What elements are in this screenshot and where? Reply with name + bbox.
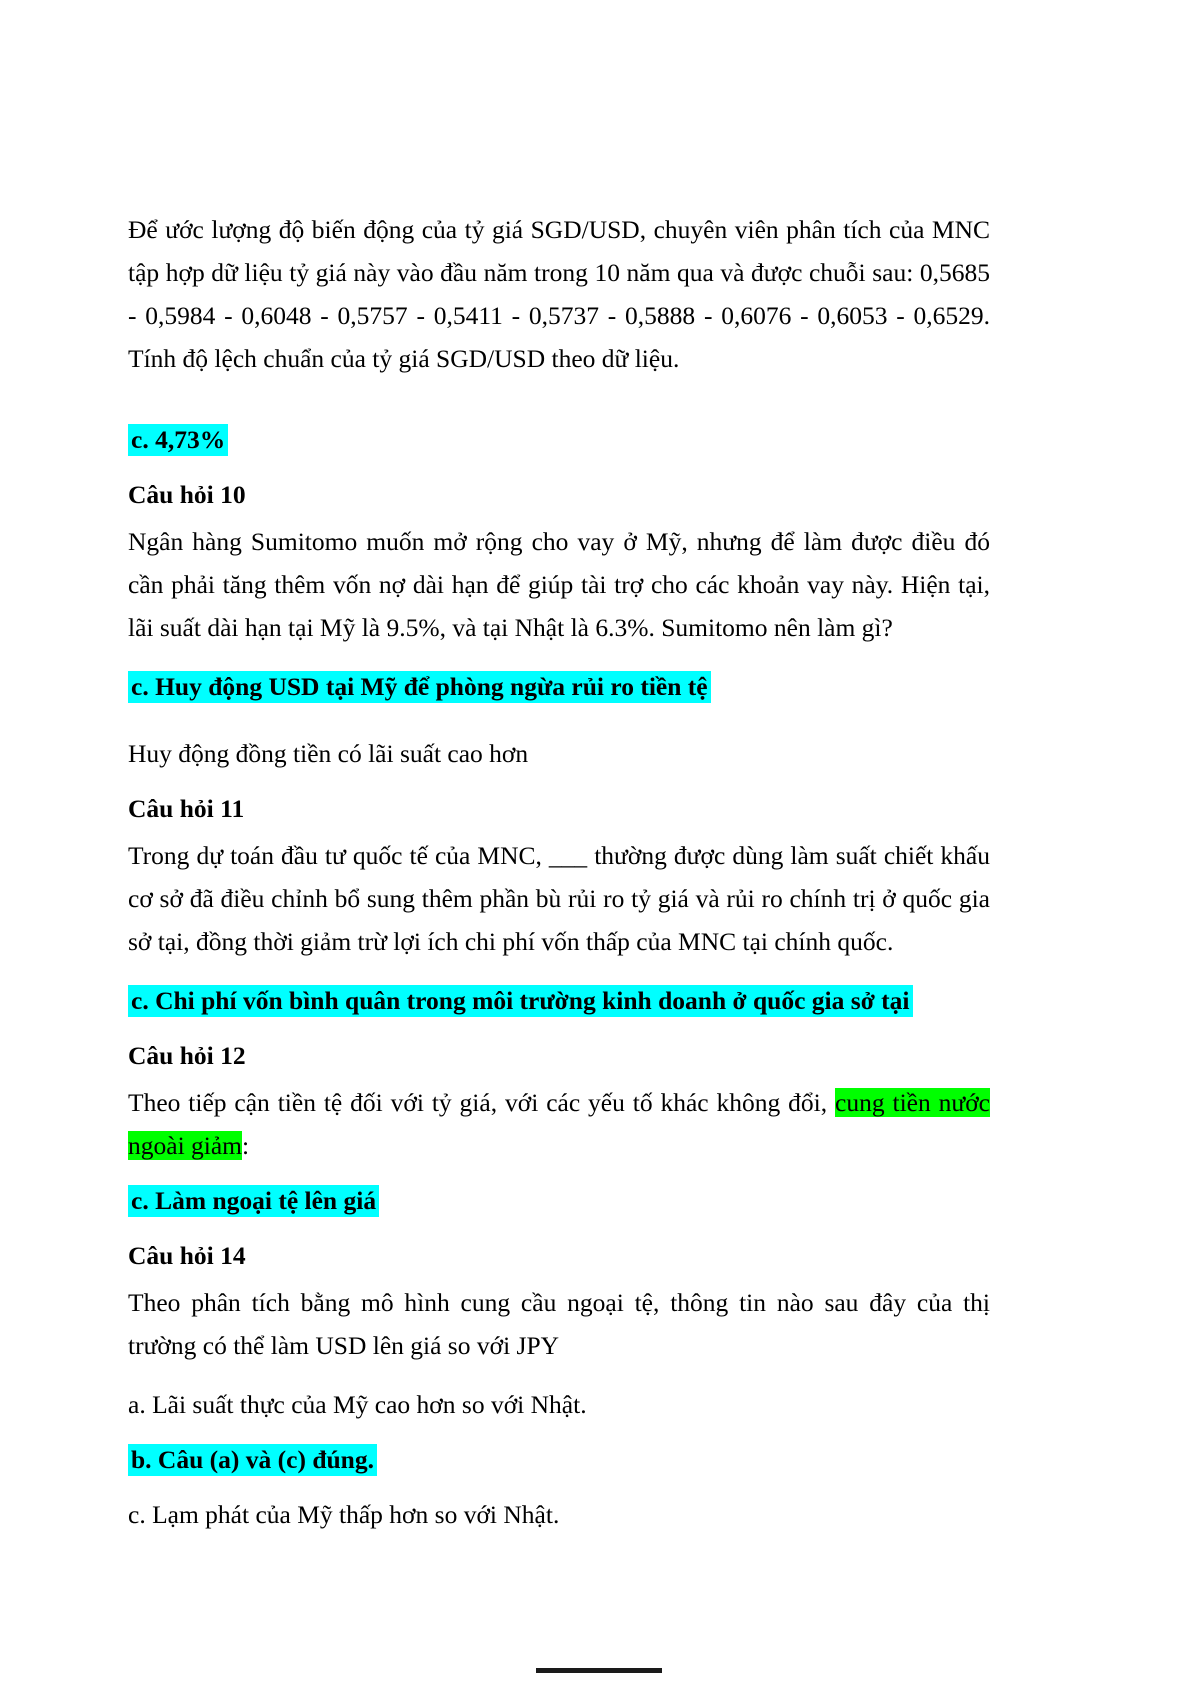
answer-question-11-text: c. Chi phí vốn bình quân trong môi trường kinh doanh ở quốc gia sở tại <box>128 985 913 1017</box>
heading-question-11: Câu hỏi 11 <box>128 794 245 823</box>
answer-question-12-text: c. Làm ngoại tệ lên giá <box>128 1185 379 1217</box>
body-question-10: Ngân hàng Sumitomo muốn mở rộng cho vay ở Mỹ, nhưng để làm được điều đó cần phải tăng thêm vốn nợ dài hạn để giúp tài trợ cho các khoản vay này. Hiện tại, lãi suất dài hạn tại Mỹ là 9.5%, và tại Nhật là 6.3%. Sumitomo nên làm gì? <box>128 527 990 642</box>
note-question-10: Huy động đồng tiền có lãi suất cao hơn <box>128 739 529 768</box>
answer-question-12 <box>128 1179 990 1222</box>
document-body <box>128 208 990 1548</box>
body-question-12 <box>128 1081 990 1167</box>
answer-question-10-text: c. Huy động USD tại Mỹ để phòng ngừa rủi ro tiền tệ <box>128 671 711 703</box>
answer-question-14-text: b. Câu (a) và (c) đúng. <box>128 1444 377 1476</box>
answer-question-9 <box>128 418 990 461</box>
body-question-12-tail: : <box>242 1131 250 1160</box>
answer-question-11 <box>128 979 990 1022</box>
spacer <box>128 396 990 418</box>
answer-question-9-text: c. 4,73% <box>128 424 228 456</box>
body-question-11: Trong dự toán đầu tư quốc tế của MNC, ___ thường được dùng làm suất chiết khấu cơ sở đã điều chỉnh bổ sung thêm phần bù rủi ro tỷ giá và rủi ro chính trị ở quốc gia sở tại, đồng thời giảm trừ lợi ích chi phí vốn thấp của MNC tại chính quốc. <box>128 841 990 956</box>
answer-question-10 <box>128 665 990 708</box>
footer-mark <box>536 1668 662 1673</box>
body-question-12-highlight: cung tiền nước ngoài giảm <box>128 1088 991 1160</box>
answer-question-14 <box>128 1438 990 1481</box>
option-a-question-14: a. Lãi suất thực của Mỹ cao hơn so với Nhật. <box>128 1390 587 1419</box>
heading-question-12: Câu hỏi 12 <box>128 1041 246 1070</box>
heading-question-10: Câu hỏi 10 <box>128 480 246 509</box>
option-c-question-14: c. Lạm phát của Mỹ thấp hơn so với Nhật. <box>128 1500 560 1529</box>
intro-paragraph: Để ước lượng độ biến động của tỷ giá SGD/USD, chuyên viên phân tích của MNC tập hợp dữ liệu tỷ giá này vào đầu năm trong 10 năm qua và được chuỗi sau: 0,5685 - 0,5984 - 0,6048 - 0,5757 - 0,5411 - 0,5737 - 0,5888 - 0,6076 - 0,6053 - 0,6529. Tính độ lệch chuẩn của tỷ giá SGD/USD theo dữ liệu. <box>128 215 990 373</box>
spacer <box>128 720 990 732</box>
body-question-12-lead: Theo tiếp cận tiền tệ đối với tỷ giá, với các yếu tố khác không đổi, <box>128 1088 836 1117</box>
heading-question-14: Câu hỏi 14 <box>128 1241 246 1270</box>
body-question-14: Theo phân tích bằng mô hình cung cầu ngoại tệ, thông tin nào sau đây của thị trường có thể làm USD lên giá so với JPY <box>128 1288 990 1360</box>
